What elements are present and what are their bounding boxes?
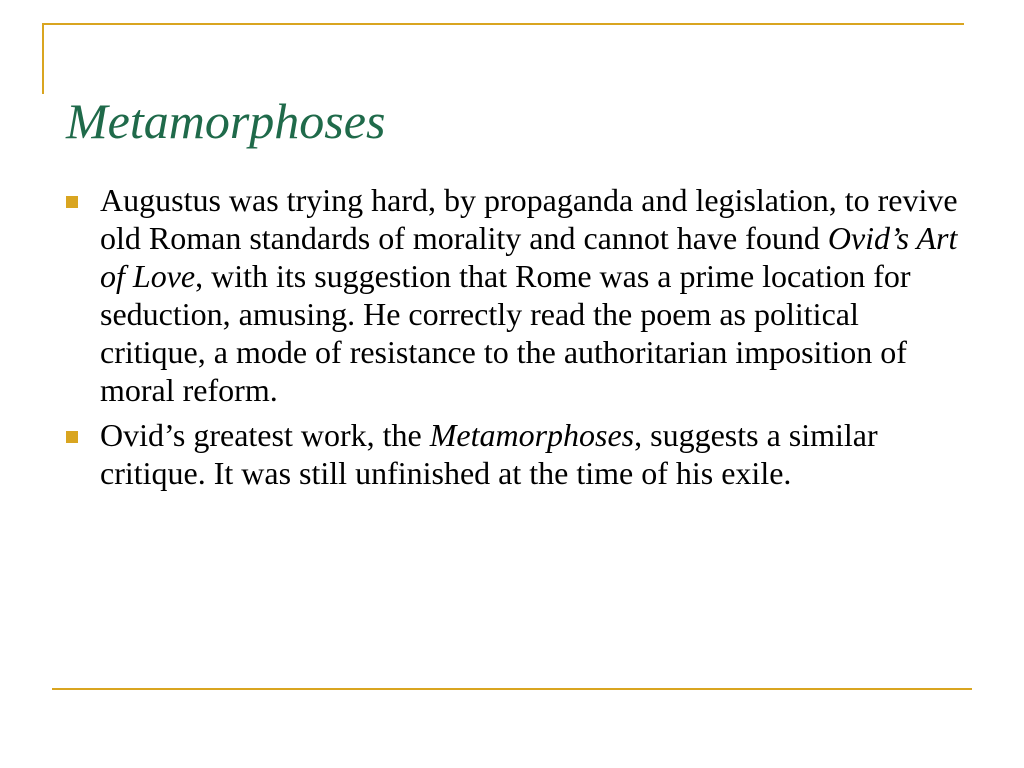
top-rule xyxy=(42,23,964,25)
bullet-item-augustus xyxy=(62,181,962,409)
bullet-italic-title: Ovid’s Art of Love xyxy=(100,220,958,294)
slide-title: Metamorphoses xyxy=(66,93,386,149)
bullet-text: Ovid’s greatest work, the xyxy=(100,417,430,453)
bullet-text: , with its suggestion that Rome was a prime location for seduction, amusing. He correctly read the poem as political critique, a mode of resistance to the authoritarian imposition of moral reform. xyxy=(100,258,911,408)
bullet-list xyxy=(62,181,962,499)
bullet-text: , suggests a similar critique. It was still unfinished at the time of his exile. xyxy=(100,417,878,491)
left-rule xyxy=(42,23,44,94)
bullet-italic-title: Metamorphoses xyxy=(429,417,635,453)
square-bullet-icon xyxy=(66,196,78,208)
bullet-text: Augustus was trying hard, by propaganda and legislation, to revive old Roman standards of morality and cannot have found xyxy=(100,182,958,256)
bottom-rule xyxy=(52,688,972,690)
square-bullet-icon xyxy=(66,431,78,443)
bullet-item-metamorphoses xyxy=(62,416,962,492)
